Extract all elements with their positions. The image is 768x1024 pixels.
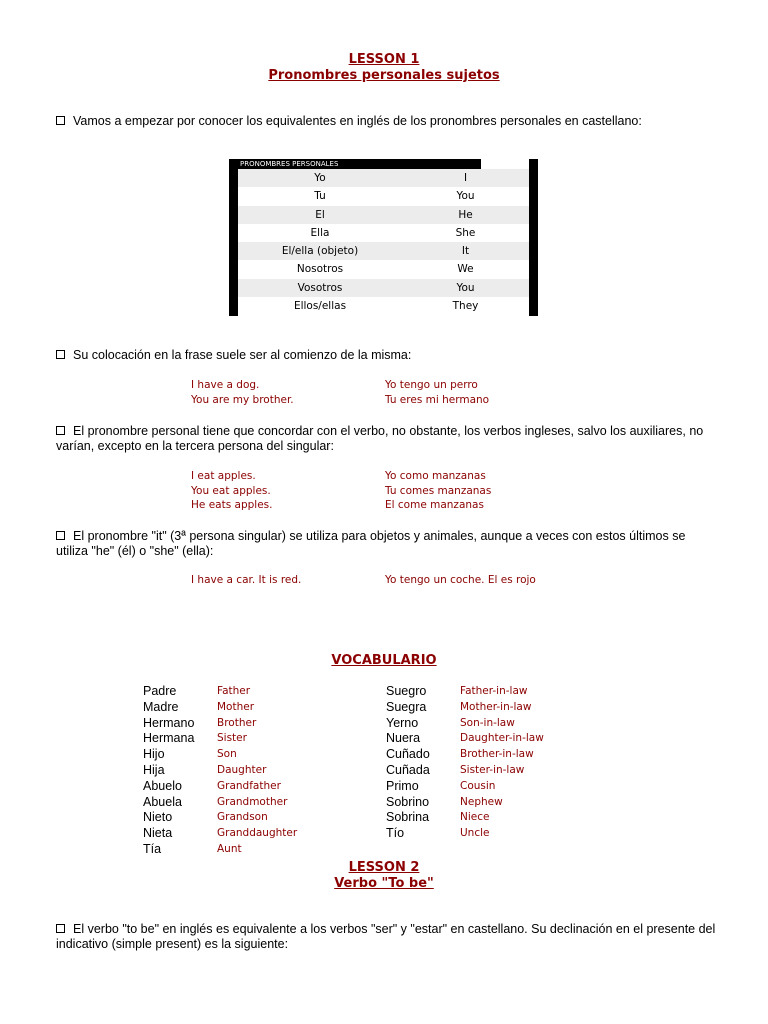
vocab-row <box>386 716 544 732</box>
vocab-en-word: Father <box>217 685 251 697</box>
example-group-1-en <box>191 378 294 407</box>
pronoun-en-cell: You <box>456 281 475 294</box>
vocab-en-word: Cousin <box>460 779 496 792</box>
lesson1-title: LESSON 1 <box>348 52 420 67</box>
vocab-row <box>386 779 544 795</box>
vocab-row <box>143 779 297 795</box>
example-line: Yo tengo un coche. El es rojo <box>385 574 536 586</box>
vocab-en-word: Father-in-law <box>460 685 528 697</box>
bullet-icon <box>56 924 65 933</box>
vocab-es-word: Padre <box>143 684 177 698</box>
to-be-paragraph <box>56 922 716 952</box>
agreement-paragraph <box>56 424 716 454</box>
pronoun-table-body <box>238 159 529 316</box>
vocab-en-word: Aunt <box>217 842 242 855</box>
vocab-es-word: Hermano <box>143 715 195 730</box>
vocab-es-word: Sobrina <box>386 810 430 825</box>
pronoun-row <box>238 297 529 315</box>
bullet-icon <box>56 531 65 540</box>
vocab-en-word: Grandfather <box>217 779 281 792</box>
pronoun-es-cell: Nosotros <box>296 263 344 276</box>
pronoun-table-header: PRONOMBRES PERSONALES <box>238 159 481 169</box>
bullet-icon <box>56 116 65 125</box>
lesson1-subtitle: Pronombres personales sujetos <box>268 68 500 83</box>
vocab-row <box>386 810 544 826</box>
vocab-title: VOCABULARIO <box>331 653 437 668</box>
vocab-row <box>386 826 544 842</box>
pronoun-es-cell: El <box>315 208 325 221</box>
vocab-en-word: Nephew <box>460 795 503 808</box>
intro-paragraph <box>56 114 716 129</box>
vocab-es-word: Primo <box>386 778 419 793</box>
vocab-es-word: Suegra <box>386 699 427 714</box>
lesson2-subtitle: Verbo "To be" <box>334 876 434 891</box>
example-group-3-es <box>385 573 536 588</box>
vocab-row <box>143 731 297 747</box>
vocab-row <box>143 700 297 716</box>
pronoun-table-rows <box>238 169 529 315</box>
vocab-es-word: Abuelo <box>143 778 182 793</box>
vocab-es-word: Nuera <box>386 731 421 746</box>
example-group-2-es <box>385 469 491 513</box>
pronoun-row <box>238 187 529 205</box>
vocab-row <box>143 747 297 763</box>
vocab-row <box>143 763 297 779</box>
pronoun-es-cell: Vosotros <box>297 281 343 294</box>
pronoun-row <box>238 279 529 297</box>
vocab-en-word: Brother-in-law <box>460 748 534 761</box>
agreement-text: El pronombre personal tiene que concordar con el verbo, no obstante, los verbos ingleses, salvo los auxiliares, no varían, excepto en la tercera persona del singular: <box>56 424 704 453</box>
intro-text: Vamos a empezar por conocer los equivalentes en inglés de los pronombres personales en castellano: <box>73 114 642 128</box>
vocab-row <box>386 763 544 779</box>
vocab-es-word: Madre <box>143 699 179 714</box>
pronoun-en-cell: They <box>452 300 479 313</box>
vocab-right-column <box>386 684 544 842</box>
vocab-row <box>143 795 297 811</box>
vocab-en-word: Brother <box>217 716 257 729</box>
vocab-es-word: Sobrino <box>386 794 430 809</box>
vocab-en-word: Sister-in-law <box>460 763 525 776</box>
pronoun-en-cell: She <box>455 226 476 239</box>
placement-text: Su colocación en la frase suele ser al comienzo de la misma: <box>73 348 412 362</box>
vocab-en-word: Granddaughter <box>217 827 298 840</box>
vocab-es-word: Abuela <box>143 794 182 809</box>
pronoun-es-cell: Ella <box>310 226 330 239</box>
to-be-text: El verbo "to be" en inglés es equivalente a los verbos "ser" y "estar" en castellano. Su declinación en el presente del indicativo (simple present) es la siguiente: <box>56 922 716 951</box>
vocab-en-word: Daughter-in-law <box>460 732 544 745</box>
bullet-icon <box>56 426 65 435</box>
vocab-es-word: Cuñada <box>386 762 430 777</box>
pronoun-es-cell: Yo <box>314 172 326 184</box>
example-line: Yo tengo un perro <box>385 379 478 391</box>
pronoun-en-cell: I <box>463 172 468 184</box>
pronoun-en-cell: We <box>457 263 474 276</box>
example-line: You eat apples. <box>191 484 271 497</box>
vocab-es-word: Hija <box>143 762 165 777</box>
example-line: I have a car. It is red. <box>191 574 302 586</box>
vocab-row <box>143 810 297 826</box>
vocab-en-word: Grandson <box>217 811 268 824</box>
pronoun-es-cell: Ellos/ellas <box>293 300 347 313</box>
vocab-es-word: Nieto <box>143 810 173 825</box>
example-line: Yo como manzanas <box>385 470 486 482</box>
vocab-en-word: Son <box>217 748 237 761</box>
vocab-row <box>143 716 297 732</box>
vocab-en-word: Niece <box>460 811 490 824</box>
vocab-es-word: Nieta <box>143 826 173 841</box>
it-pronoun-text: El pronombre "it" (3ª persona singular) se utiliza para objetos y animales, aunque a veces con estos últimos se utiliza "he" (él) o "she" (ella): <box>56 529 686 558</box>
example-group-1-es <box>385 378 489 407</box>
vocab-es-word: Tía <box>143 841 162 856</box>
pronoun-en-cell: It <box>461 245 470 258</box>
it-pronoun-paragraph <box>56 529 716 559</box>
vocab-row <box>386 747 544 763</box>
vocab-row <box>143 684 297 700</box>
pronoun-table <box>229 159 538 316</box>
vocab-es-word: Suegro <box>386 684 427 698</box>
vocab-row <box>143 842 297 858</box>
vocab-row <box>386 731 544 747</box>
vocab-en-word: Mother <box>217 700 255 713</box>
vocab-es-word: Hermana <box>143 731 195 746</box>
example-line: Tu comes manzanas <box>385 484 492 497</box>
example-line: Tu eres mi hermano <box>385 393 490 406</box>
pronoun-row <box>238 169 529 187</box>
example-group-3-en <box>191 573 301 588</box>
pronoun-en-cell: He <box>458 208 473 221</box>
pronoun-en-cell: You <box>456 190 475 203</box>
vocab-row <box>143 826 297 842</box>
vocab-es-word: Yerno <box>386 715 419 730</box>
pronoun-es-cell: Tu <box>314 190 326 203</box>
example-group-2-en <box>191 469 272 513</box>
vocab-en-word: Mother-in-law <box>460 700 532 713</box>
vocab-en-word: Daughter <box>217 763 267 776</box>
vocab-en-word: Grandmother <box>217 795 288 808</box>
pronoun-row <box>238 206 529 224</box>
placement-paragraph <box>56 348 716 363</box>
pronoun-es-cell: El/ella (objeto) <box>281 245 359 258</box>
pronoun-row <box>238 242 529 260</box>
vocab-en-word: Uncle <box>460 827 490 840</box>
example-line: You are my brother. <box>191 393 294 406</box>
example-line: I have a dog. <box>191 379 260 391</box>
vocab-en-word: Son-in-law <box>460 716 515 729</box>
vocab-left-column <box>143 684 297 858</box>
lesson2-title: LESSON 2 <box>348 860 420 875</box>
vocab-row <box>386 684 544 700</box>
vocab-es-word: Hijo <box>143 747 165 762</box>
example-line: He eats apples. <box>191 499 273 511</box>
bullet-icon <box>56 350 65 359</box>
example-line: El come manzanas <box>385 499 484 511</box>
pronoun-row <box>238 224 529 242</box>
vocab-row <box>386 700 544 716</box>
vocab-en-word: Sister <box>217 732 247 745</box>
vocab-es-word: Cuñado <box>386 747 430 762</box>
pronoun-row <box>238 260 529 278</box>
vocab-es-word: Tío <box>386 826 405 841</box>
vocab-row <box>386 795 544 811</box>
example-line: I eat apples. <box>191 470 256 482</box>
